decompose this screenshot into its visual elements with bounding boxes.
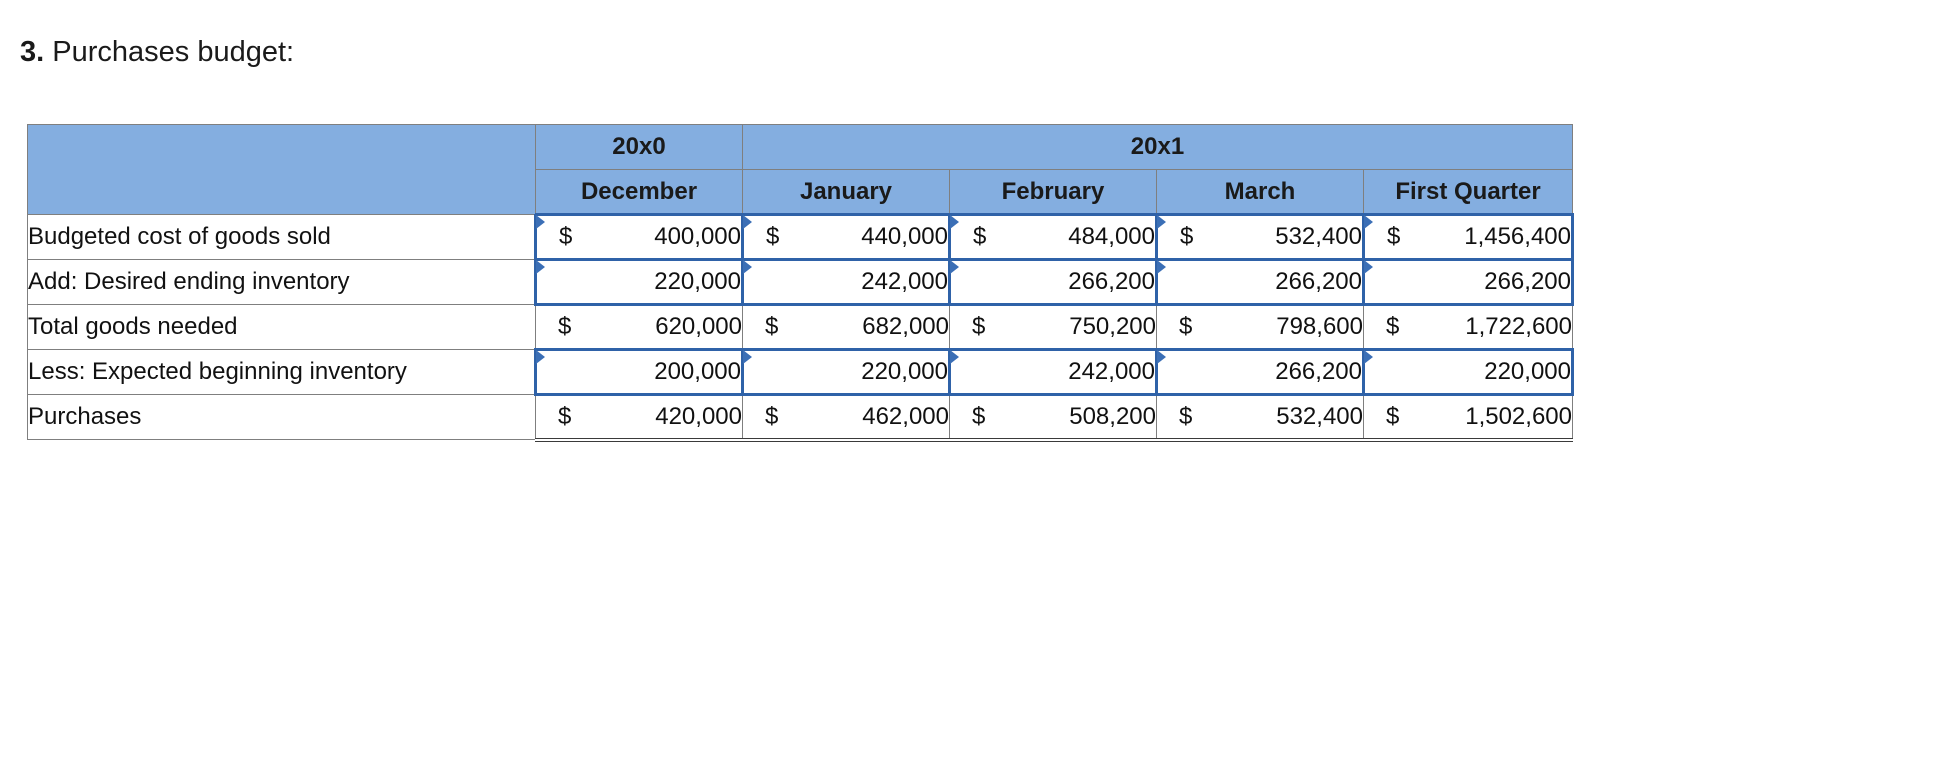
input-cell[interactable] bbox=[1157, 350, 1364, 395]
currency-symbol: $ bbox=[559, 223, 573, 250]
column-header-january: January bbox=[743, 170, 950, 215]
cell-value: 400,000 bbox=[654, 223, 741, 250]
computed-cell bbox=[536, 395, 743, 440]
computed-cell bbox=[743, 305, 950, 350]
input-cell[interactable] bbox=[1364, 260, 1573, 305]
column-header-first-quarter: First Quarter bbox=[1364, 170, 1573, 215]
column-header-february: February bbox=[950, 170, 1157, 215]
row-label: Less: Expected beginning inventory bbox=[28, 350, 536, 395]
currency-symbol: $ bbox=[1387, 223, 1401, 250]
input-cell[interactable] bbox=[743, 260, 950, 305]
cell-value: 1,502,600 bbox=[1465, 402, 1572, 430]
year-header-prior: 20x0 bbox=[536, 125, 743, 170]
row-label: Purchases bbox=[28, 395, 536, 440]
row-label: Budgeted cost of goods sold bbox=[28, 215, 536, 260]
cell-value: 266,200 bbox=[1275, 268, 1362, 295]
currency-symbol: $ bbox=[1386, 313, 1400, 340]
computed-cell bbox=[1364, 395, 1573, 440]
row-label: Total goods needed bbox=[28, 305, 536, 350]
cell-value: 242,000 bbox=[1068, 358, 1155, 385]
cell-value: 242,000 bbox=[861, 268, 948, 295]
cell-value: 462,000 bbox=[862, 402, 949, 430]
input-cell[interactable] bbox=[950, 260, 1157, 305]
cell-value: 266,200 bbox=[1275, 358, 1362, 385]
cell-value: 420,000 bbox=[655, 402, 742, 430]
table-row bbox=[28, 350, 1573, 395]
cell-value: 266,200 bbox=[1484, 268, 1571, 295]
computed-cell bbox=[743, 395, 950, 440]
input-cell[interactable] bbox=[743, 350, 950, 395]
cell-value: 798,600 bbox=[1276, 313, 1363, 340]
computed-cell bbox=[950, 395, 1157, 440]
currency-symbol: $ bbox=[972, 313, 986, 340]
cell-value: 266,200 bbox=[1068, 268, 1155, 295]
cell-value: 532,400 bbox=[1276, 402, 1363, 430]
year-header-row bbox=[28, 125, 1573, 170]
currency-symbol: $ bbox=[1180, 223, 1194, 250]
cell-value: 220,000 bbox=[861, 358, 948, 385]
section-title: Purchases budget: bbox=[52, 36, 295, 68]
input-cell[interactable] bbox=[1157, 215, 1364, 260]
computed-cell bbox=[1157, 305, 1364, 350]
input-cell[interactable] bbox=[950, 215, 1157, 260]
cell-value: 220,000 bbox=[1484, 358, 1571, 385]
cell-value: 220,000 bbox=[654, 268, 741, 295]
cell-value: 200,000 bbox=[654, 358, 741, 385]
table-row bbox=[28, 305, 1573, 350]
cell-value: 440,000 bbox=[861, 223, 948, 250]
table-row bbox=[28, 260, 1573, 305]
cell-value: 1,722,600 bbox=[1465, 313, 1572, 340]
cell-value: 1,456,400 bbox=[1464, 223, 1571, 250]
currency-symbol: $ bbox=[558, 313, 572, 340]
currency-symbol: $ bbox=[1179, 313, 1193, 340]
currency-symbol: $ bbox=[766, 223, 780, 250]
table-row bbox=[28, 215, 1573, 260]
year-header-current: 20x1 bbox=[743, 125, 1573, 170]
input-cell[interactable] bbox=[743, 215, 950, 260]
cell-value: 484,000 bbox=[1068, 223, 1155, 250]
computed-cell bbox=[950, 305, 1157, 350]
input-cell[interactable] bbox=[1157, 260, 1364, 305]
currency-symbol: $ bbox=[1179, 402, 1193, 430]
section-number: 3. bbox=[20, 36, 45, 68]
column-header-march: March bbox=[1157, 170, 1364, 215]
cell-value: 682,000 bbox=[862, 313, 949, 340]
computed-cell bbox=[1364, 305, 1573, 350]
row-label: Add: Desired ending inventory bbox=[28, 260, 536, 305]
input-cell[interactable] bbox=[1364, 350, 1573, 395]
cell-value: 508,200 bbox=[1069, 402, 1156, 430]
cell-value: 532,400 bbox=[1275, 223, 1362, 250]
computed-cell bbox=[536, 305, 743, 350]
currency-symbol: $ bbox=[973, 223, 987, 250]
input-cell[interactable] bbox=[536, 215, 743, 260]
currency-symbol: $ bbox=[1386, 402, 1400, 430]
input-cell[interactable] bbox=[536, 350, 743, 395]
page-title bbox=[20, 33, 294, 71]
currency-symbol: $ bbox=[972, 402, 986, 430]
input-cell[interactable] bbox=[950, 350, 1157, 395]
cell-value: 750,200 bbox=[1069, 313, 1156, 340]
input-cell[interactable] bbox=[536, 260, 743, 305]
currency-symbol: $ bbox=[558, 402, 572, 430]
header-blank-cell bbox=[28, 125, 536, 215]
input-cell[interactable] bbox=[1364, 215, 1573, 260]
column-header-december: December bbox=[536, 170, 743, 215]
currency-symbol: $ bbox=[765, 402, 779, 430]
table-row-total bbox=[28, 395, 1573, 440]
purchases-budget-table bbox=[27, 124, 1574, 442]
computed-cell bbox=[1157, 395, 1364, 440]
currency-symbol: $ bbox=[765, 313, 779, 340]
cell-value: 620,000 bbox=[655, 313, 742, 340]
